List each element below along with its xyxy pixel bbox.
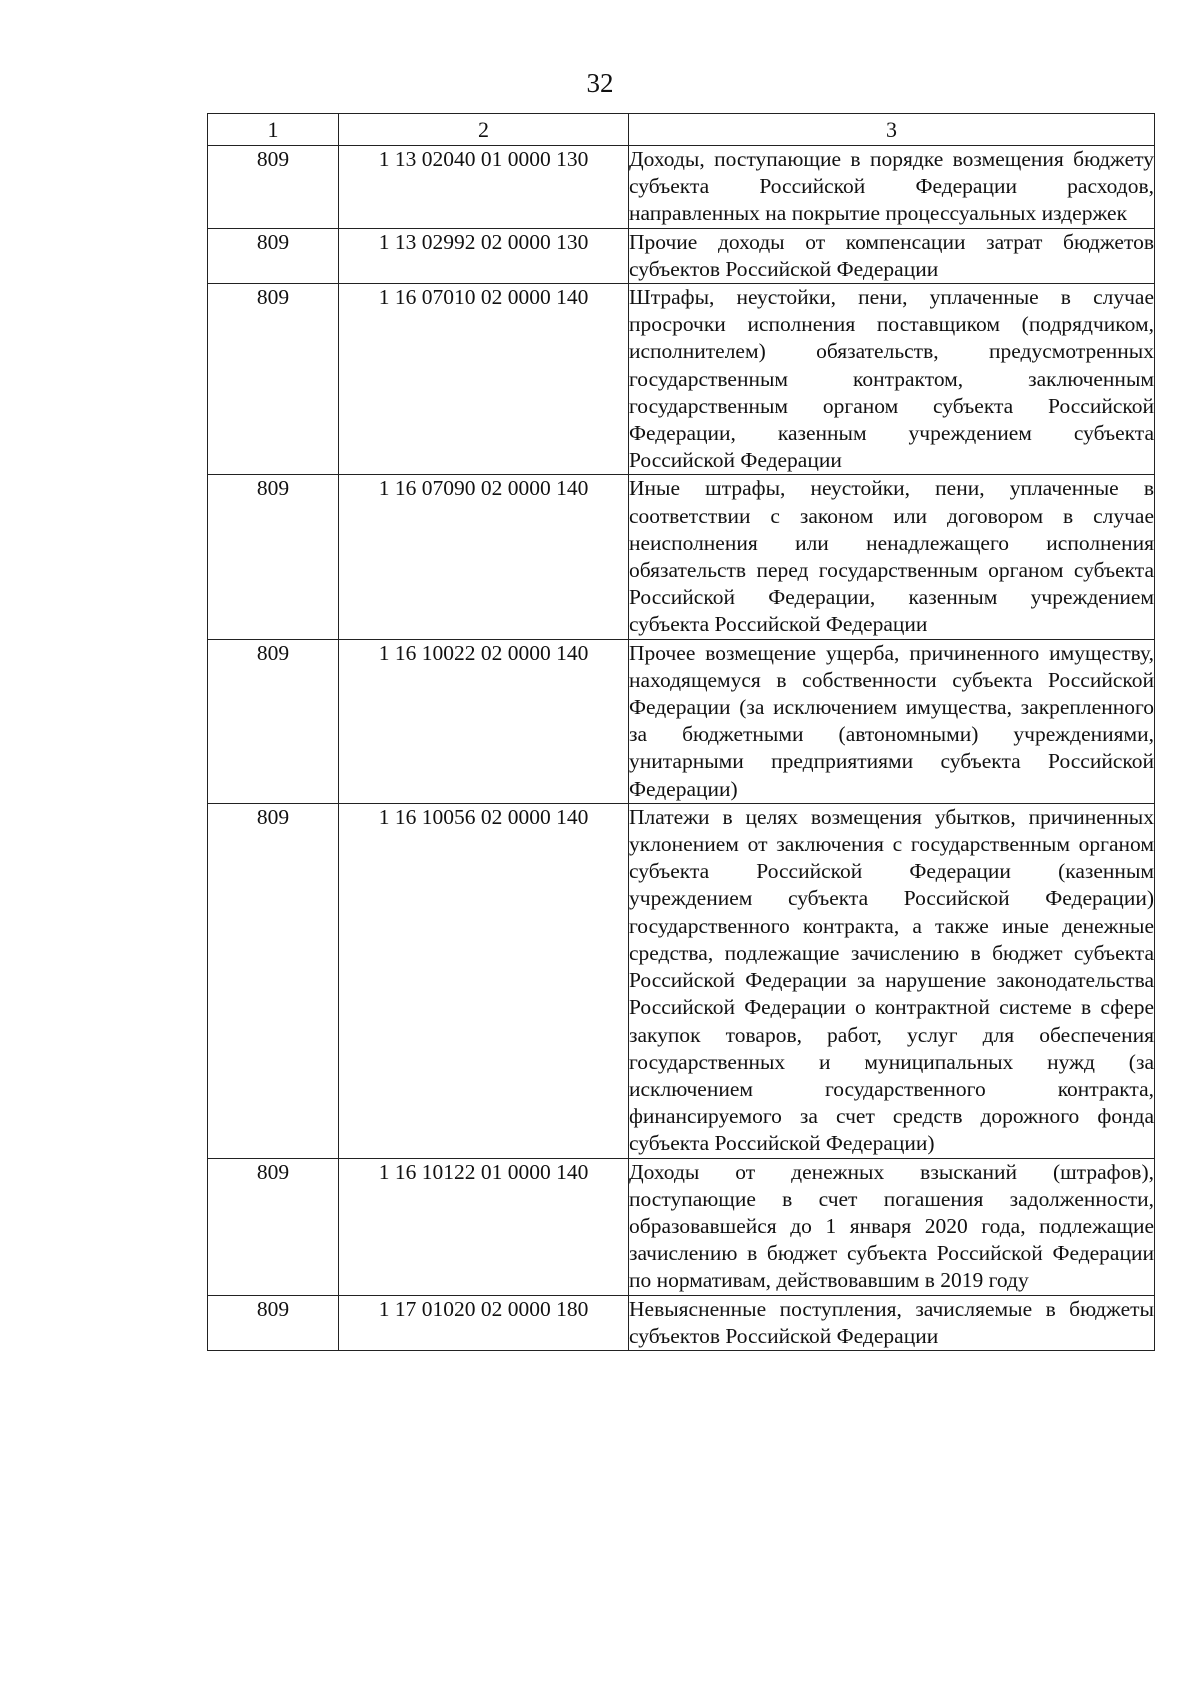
admin-code-cell: 809: [208, 1158, 339, 1295]
budget-code-cell: 1 16 07010 02 0000 140: [339, 284, 629, 475]
revenue-name-cell: Невыясненные поступления, зачисляемые в бюджеты субъектов Российской Федерации: [629, 1295, 1155, 1350]
admin-code-cell: 809: [208, 639, 339, 803]
table-row: [208, 1295, 1155, 1350]
admin-code-cell: 809: [208, 803, 339, 1158]
revenue-name-cell: Доходы от денежных взысканий (штрафов), поступающие в счет погашения задолженности, образовавшейся до 1 января 2020 года, подлежащие зачислению в бюджет субъекта Российской Федерации по нормативам, действовавшим в 2019 году: [629, 1158, 1155, 1295]
budget-code-cell: 1 16 10022 02 0000 140: [339, 639, 629, 803]
budget-code-cell: 1 16 10122 01 0000 140: [339, 1158, 629, 1295]
revenue-name-cell: Штрафы, неустойки, пени, уплаченные в случае просрочки исполнения поставщиком (подрядчиком, исполнителем) обязательств, предусмотренных государственным контрактом, заключенным государственным органом субъекта Российской Федерации, казенным учреждением субъекта Российской Федерации: [629, 284, 1155, 475]
table-row: [208, 146, 1155, 229]
column-header-3: 3: [629, 114, 1155, 146]
budget-code-cell: 1 17 01020 02 0000 180: [339, 1295, 629, 1350]
admin-code-cell: 809: [208, 475, 339, 639]
admin-code-cell: 809: [208, 228, 339, 283]
table-header-row: [208, 114, 1155, 146]
revenue-name-cell: Прочие доходы от компенсации затрат бюджетов субъектов Российской Федерации: [629, 228, 1155, 283]
admin-code-cell: 809: [208, 284, 339, 475]
revenue-name-cell: Прочее возмещение ущерба, причиненного имуществу, находящемуся в собственности субъекта Российской Федерации (за исключением имущества, закрепленного за бюджетными (автономными) учреждениями, унитарными предприятиями субъекта Российской Федерации): [629, 639, 1155, 803]
page-number: 32: [586, 68, 614, 98]
revenue-name-cell: Доходы, поступающие в порядке возмещения бюджету субъекта Российской Федерации расходов, направленных на покрытие процессуальных издержек: [629, 146, 1155, 229]
budget-code-cell: 1 13 02040 01 0000 130: [339, 146, 629, 229]
budget-code-cell: 1 13 02992 02 0000 130: [339, 228, 629, 283]
revenue-name-cell: Иные штрафы, неустойки, пени, уплаченные в соответствии с законом или договором в случае неисполнения или ненадлежащего исполнения обязательств перед государственным органом субъекта Российской Федерации, казенным учреждением субъекта Российской Федерации: [629, 475, 1155, 639]
column-header-1: 1: [208, 114, 339, 146]
revenue-codes-table: [207, 113, 1155, 1351]
table-row: [208, 228, 1155, 283]
budget-code-cell: 1 16 10056 02 0000 140: [339, 803, 629, 1158]
budget-code-cell: 1 16 07090 02 0000 140: [339, 475, 629, 639]
table-row: [208, 1158, 1155, 1295]
table-row: [208, 284, 1155, 475]
admin-code-cell: 809: [208, 146, 339, 229]
revenue-name-cell: Платежи в целях возмещения убытков, причиненных уклонением от заключения с государственным органом субъекта Российской Федерации (казенным учреждением субъекта Российской Федерации) государственного контракта, а также иные денежные средства, подлежащие зачислению в бюджет субъекта Российской Федерации за нарушение законодательства Российской Федерации о контрактной системе в сфере закупок товаров, работ, услуг для обеспечения государственных и муниципальных нужд (за исключением государственного контракта, финансируемого за счет средств дорожного фонда субъекта Российской Федерации): [629, 803, 1155, 1158]
table-row: [208, 803, 1155, 1158]
table-row: [208, 639, 1155, 803]
admin-code-cell: 809: [208, 1295, 339, 1350]
table-row: [208, 475, 1155, 639]
column-header-2: 2: [339, 114, 629, 146]
